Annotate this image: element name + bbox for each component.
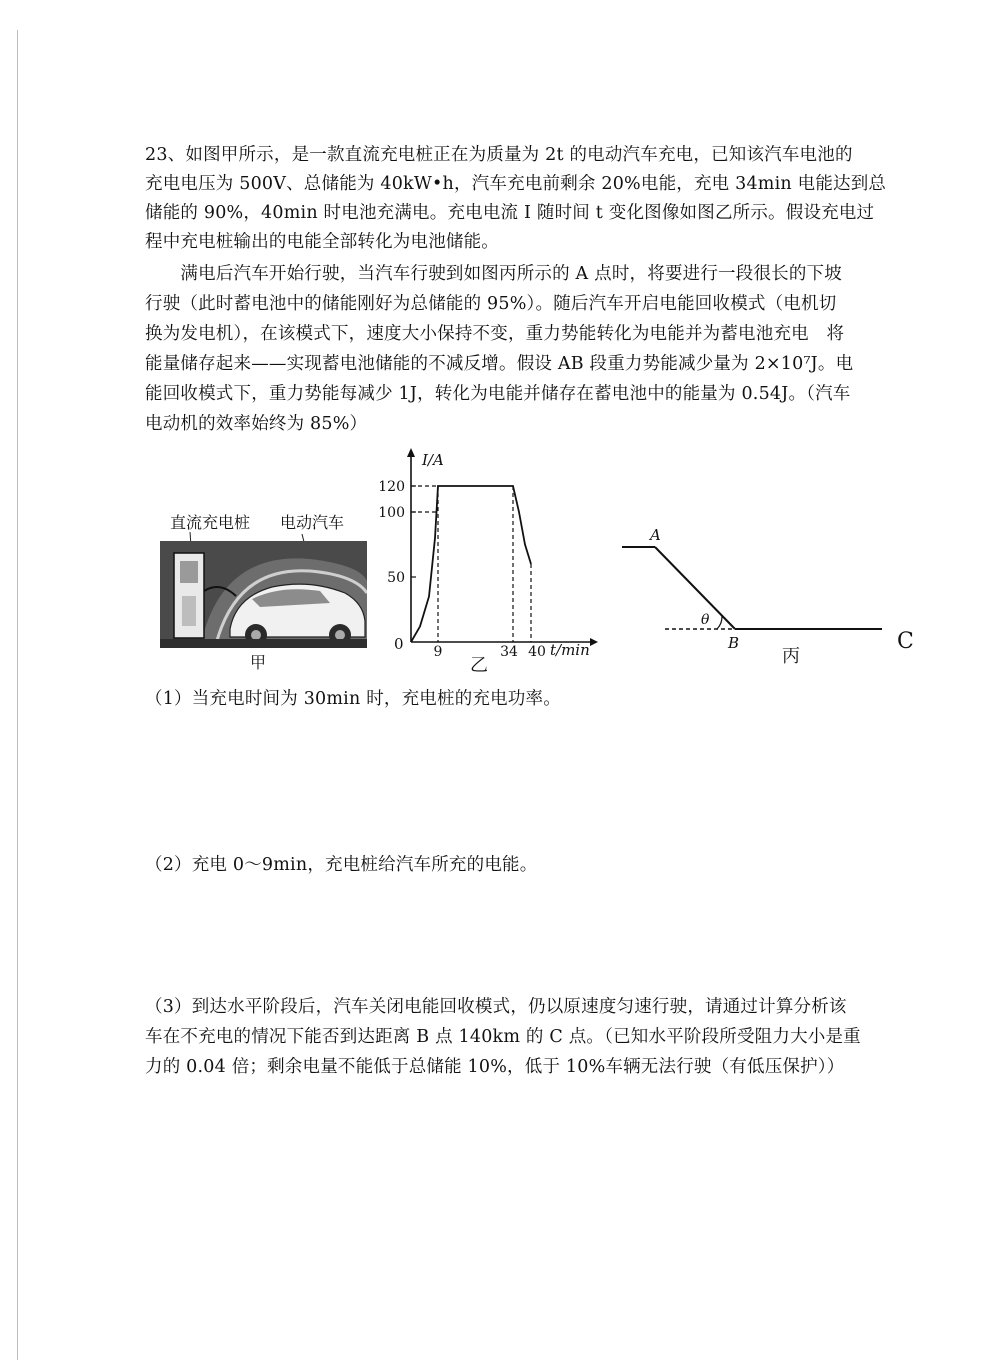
problem-line-5: 满电后汽车开始行驶，当汽车行驶到如图丙所示的 A 点时，将要进行一段很长的下坡 [145, 264, 842, 284]
chart-axes [407, 448, 598, 646]
slope-ab [655, 547, 735, 629]
question-1: （1）当充电时间为 30min 时，充电桩的充电功率。 [145, 689, 561, 709]
origin-label: 0 [394, 635, 404, 653]
label-charger: 直流充电桩 [170, 513, 251, 532]
label-car: 电动汽车 [280, 513, 345, 532]
caption-bing: 丙 [782, 646, 800, 667]
y-tick-label: 100 [378, 505, 405, 521]
y-tick-label: 50 [387, 570, 405, 586]
problem-line-6: 行驶（此时蓄电池中的储能刚好为总储能的 95%）。随后汽车开启电能回收模式（电机切 [145, 294, 837, 314]
question-3-line-1: （3）到达水平阶段后，汽车关闭电能回收模式，仍以原速度匀速行驶，请通过计算分析该 [145, 997, 847, 1017]
angle-arc [717, 616, 722, 629]
problem-line-10: 电动机的效率始终为 85%） [145, 414, 368, 434]
x-tick-label: 9 [433, 644, 443, 660]
y-axis-label: I/A [422, 451, 444, 469]
problem-line-8: 能量储存起来——实现蓄电池储能的不减反增。假设 AB 段重力势能减少量为 2×10⁷J。电 [145, 354, 854, 374]
problem-line-4: 程中充电桩输出的电能全部转化为电池储能。 [145, 232, 499, 252]
chart-ticks [378, 479, 546, 660]
problem-line-1: 23、如图甲所示，是一款直流充电桩正在为质量为 2t 的电动汽车充电，已知该汽车电池的 [145, 145, 853, 165]
current-time-chart [370, 445, 610, 675]
slope-diagram [610, 520, 930, 680]
point-a-label: A [650, 526, 661, 544]
y-tick-label: 120 [378, 479, 405, 495]
chart-guides [411, 486, 531, 642]
question-3-line-2: 车在不充电的情况下能否到达距离 B 点 140km 的 C 点。（已知水平阶段所受阻力大小是重 [145, 1027, 861, 1047]
caption-jia: 甲 [250, 653, 267, 672]
caption-yi: 乙 [470, 655, 488, 676]
x-axis-label: t/min [550, 641, 590, 659]
x-tick-label: 40 [528, 644, 546, 660]
angle-theta-label: θ [701, 612, 710, 628]
question-3-line-3: 力的 0.04 倍；剩余电量不能低于总储能 10%，低于 10%车辆无法行驶（有低压保护）） [145, 1057, 845, 1077]
question-2: （2）充电 0～9min，充电桩给汽车所充的电能。 [145, 855, 538, 875]
problem-line-7: 换为发电机），在该模式下，速度大小保持不变，重力势能转化为电能并为蓄电池充电 将 [145, 324, 845, 344]
problem-line-2: 充电电压为 500V、总储能为 40kW•h，汽车充电前剩余 20%电能，充电 34min 电能达到总 [145, 174, 887, 194]
problem-line-9: 能回收模式下，重力势能每减少 1J，转化为电能并储存在蓄电池中的能量为 0.54J。（汽车 [145, 384, 851, 404]
charging-photo [160, 541, 367, 648]
x-tick-label: 34 [500, 644, 518, 660]
point-b-label: B [728, 634, 740, 652]
point-c-label: C [897, 629, 914, 654]
page-margin-line [17, 30, 18, 1360]
problem-line-3: 储能的 90%，40min 时电池充满电。充电电流 I 随时间 t 变化图像如图乙所示。假设充电过 [145, 203, 875, 223]
